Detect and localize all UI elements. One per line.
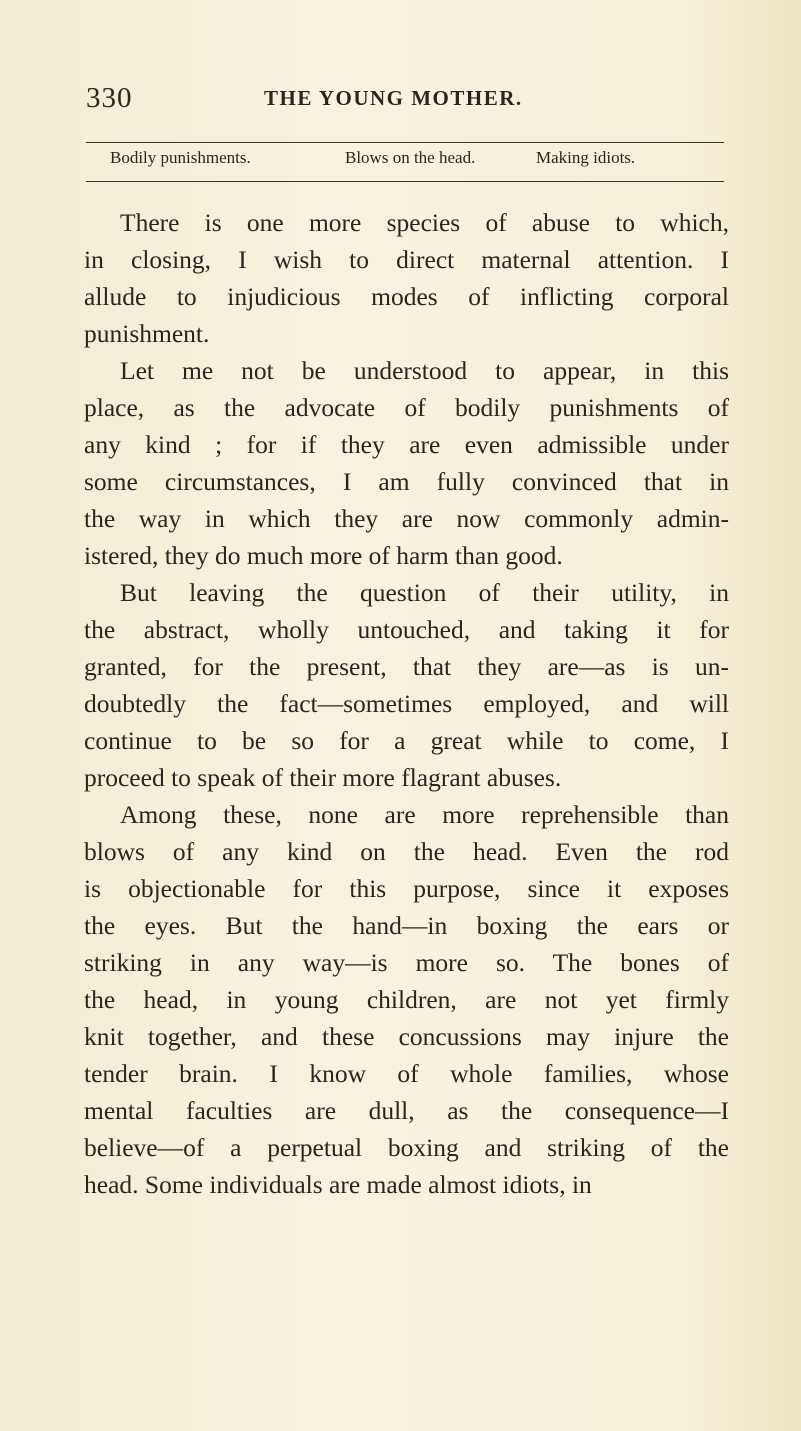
text-line: the way in which they are now commonly admin- bbox=[84, 504, 729, 533]
text-line: the head, in young children, are not yet firmly bbox=[84, 985, 729, 1014]
text-line: in closing, I wish to direct maternal attention. I bbox=[84, 245, 729, 274]
bottom-rule bbox=[86, 181, 724, 182]
text-line: blows of any kind on the head. Even the rod bbox=[84, 837, 729, 866]
text-line: continue to be so for a great while to come, I bbox=[84, 726, 729, 755]
text-line: tender brain. I know of whole families, whose bbox=[84, 1059, 729, 1088]
text-line: knit together, and these concussions may injure the bbox=[84, 1022, 729, 1051]
running-head bbox=[86, 82, 726, 122]
text-line: punishment. bbox=[84, 319, 210, 348]
text-line: Let me not be understood to appear, in this bbox=[120, 356, 729, 385]
topic-making-idiots: Making idiots. bbox=[536, 148, 636, 167]
topic-headings bbox=[110, 148, 710, 176]
text-line: granted, for the present, that they are—as is un- bbox=[84, 652, 729, 681]
text-line: is objectionable for this purpose, since it exposes bbox=[84, 874, 729, 903]
text-line: any kind ; for if they are even admissible under bbox=[84, 430, 729, 459]
topic-blows-on-head: Blows on the head. bbox=[345, 148, 476, 167]
text-line: There is one more species of abuse to which, bbox=[120, 208, 729, 237]
top-rule bbox=[86, 142, 724, 143]
running-title: THE YOUNG MOTHER. bbox=[264, 86, 523, 110]
text-line: some circumstances, I am fully convinced that in bbox=[84, 467, 729, 496]
text-line: believe—of a perpetual boxing and striking of the bbox=[84, 1133, 729, 1162]
body-text bbox=[84, 204, 729, 1203]
topic-bodily-punishments: Bodily punishments. bbox=[110, 148, 251, 167]
text-line: the abstract, wholly untouched, and taking it for bbox=[84, 615, 729, 644]
text-line: the eyes. But the hand—in boxing the ears or bbox=[84, 911, 729, 940]
text-line: doubtedly the fact—sometimes employed, and will bbox=[84, 689, 729, 718]
text-line: mental faculties are dull, as the consequence—I bbox=[84, 1096, 729, 1125]
text-line: But leaving the question of their utility, in bbox=[120, 578, 729, 607]
text-line: allude to injudicious modes of inflicting corporal bbox=[84, 282, 729, 311]
text-line: striking in any way—is more so. The bones of bbox=[84, 948, 729, 977]
text-line: proceed to speak of their more flagrant abuses. bbox=[84, 763, 562, 792]
text-line: place, as the advocate of bodily punishments of bbox=[84, 393, 729, 422]
text-line: istered, they do much more of harm than good. bbox=[84, 541, 563, 570]
text-line: head. Some individuals are made almost idiots, in bbox=[84, 1170, 592, 1199]
page-number: 330 bbox=[86, 82, 133, 114]
text-line: Among these, none are more reprehensible than bbox=[120, 800, 729, 829]
